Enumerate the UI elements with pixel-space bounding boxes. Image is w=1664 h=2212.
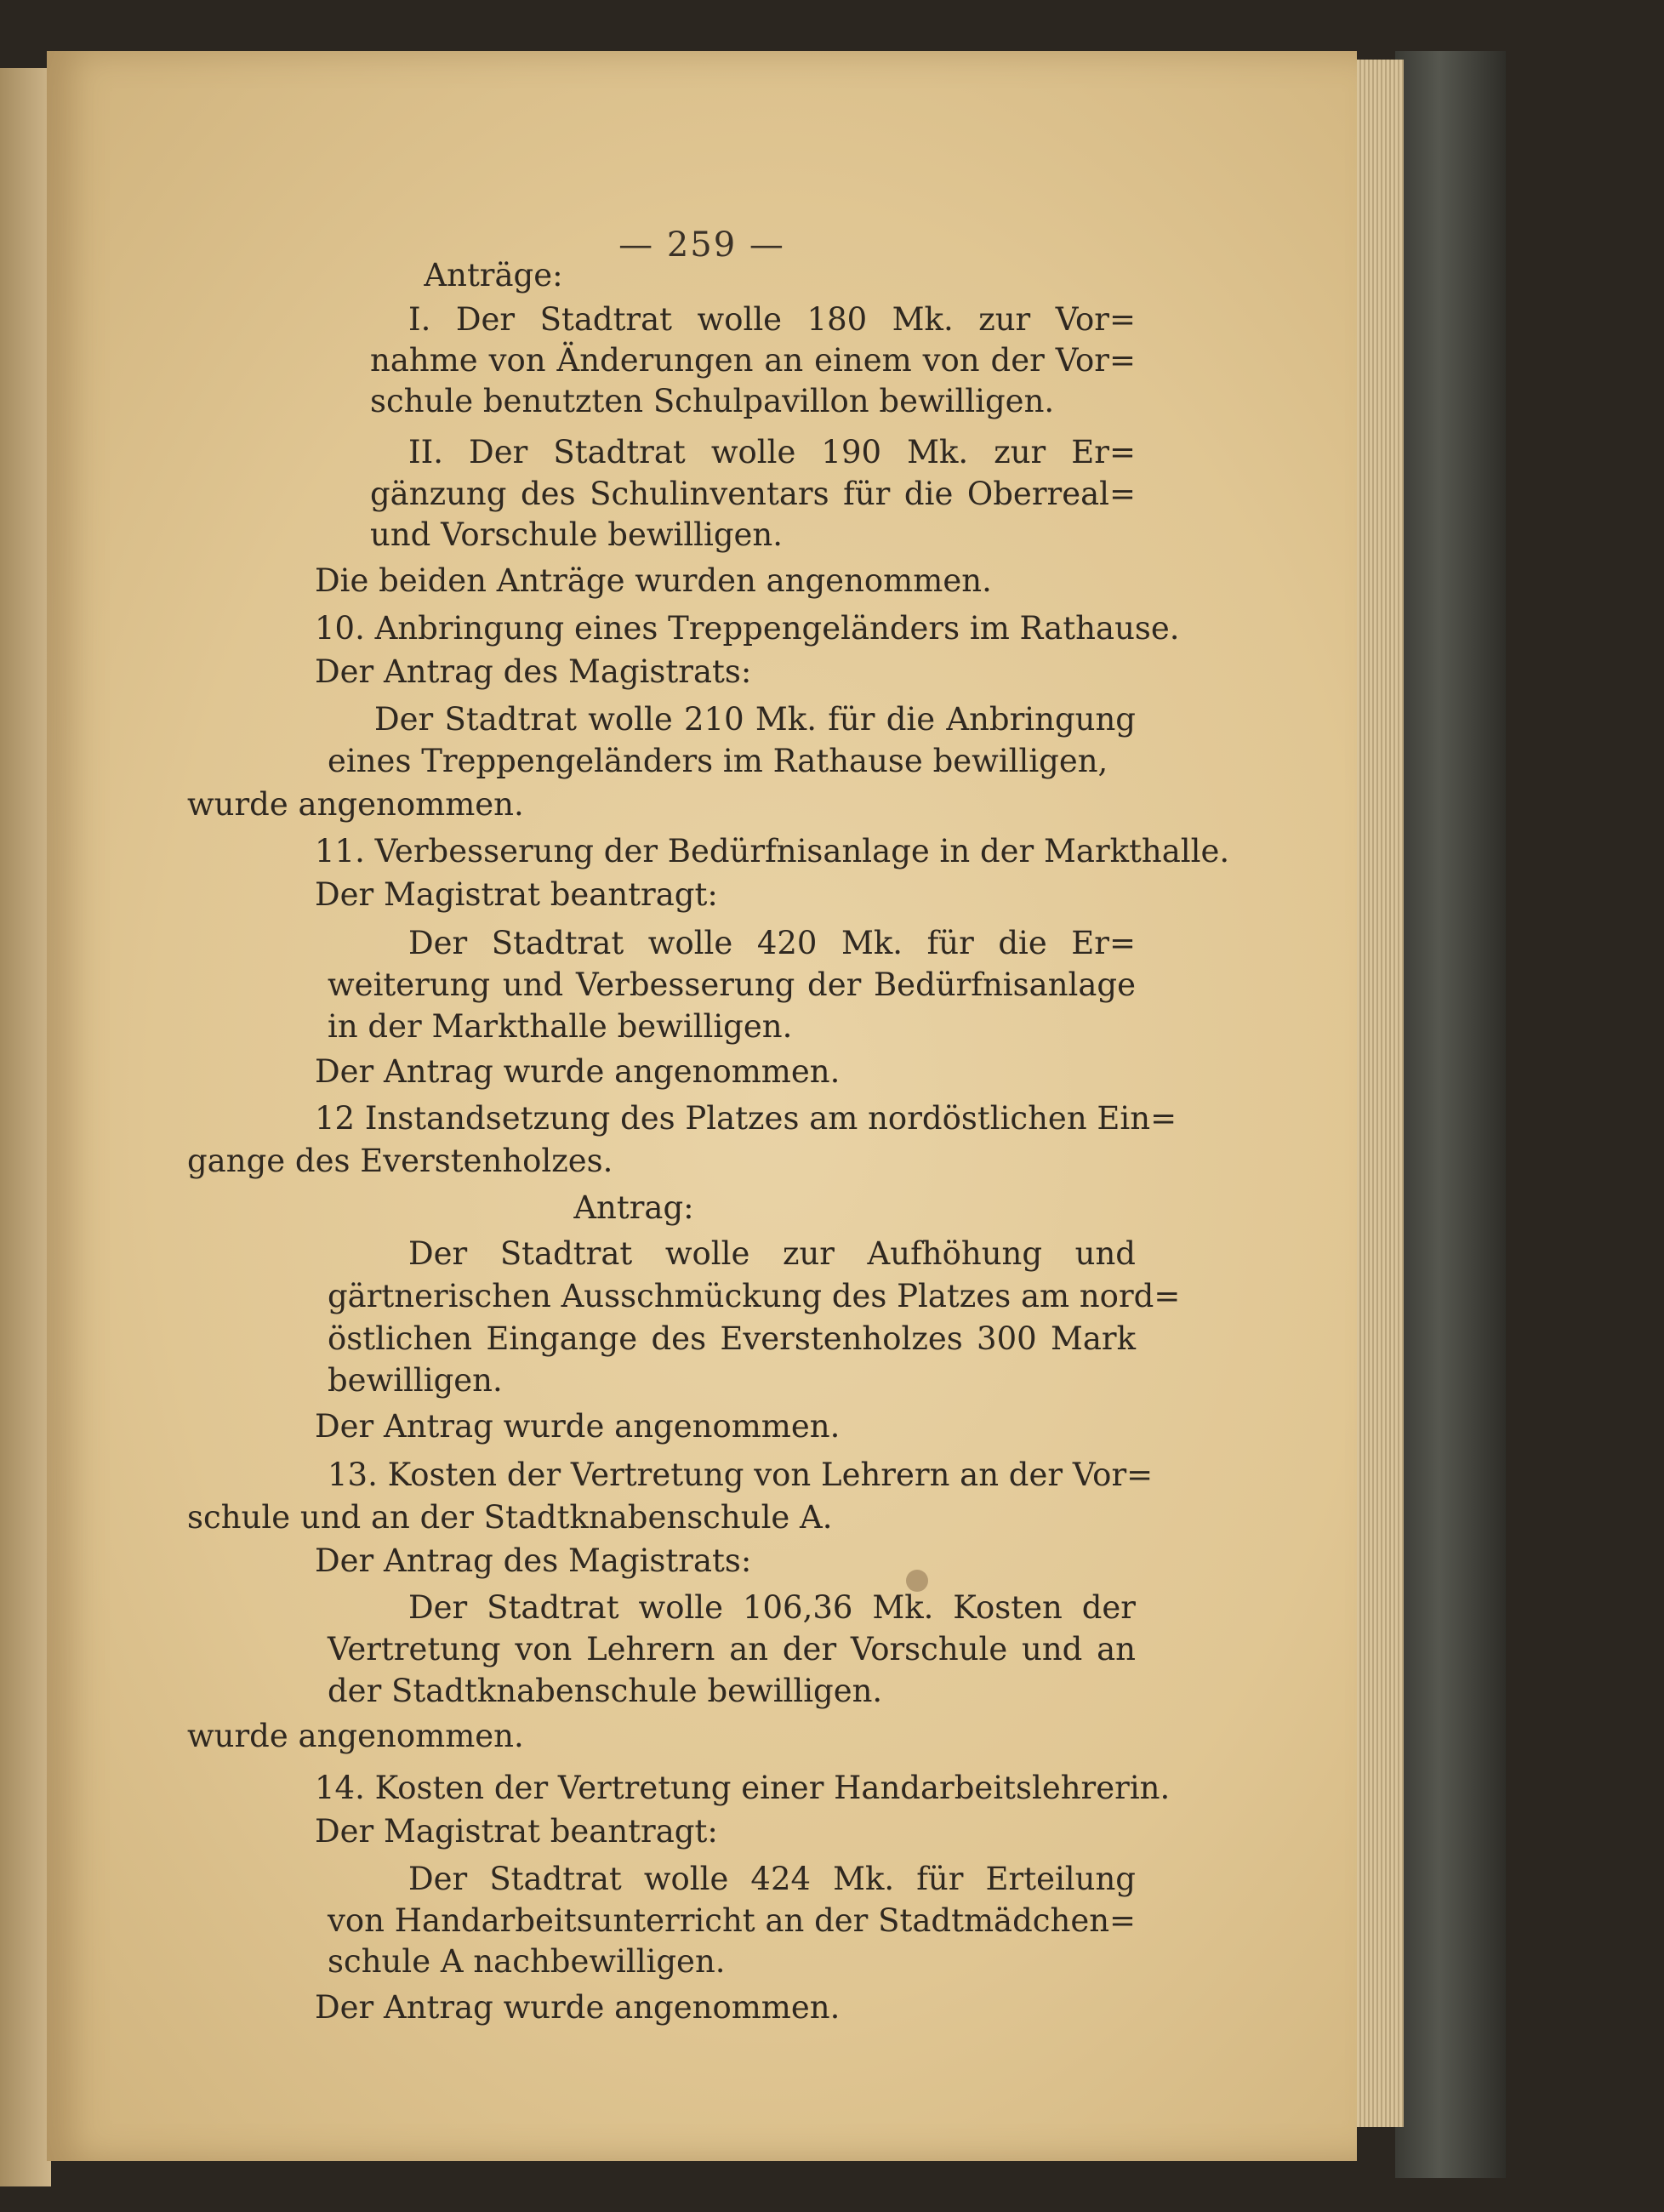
text-line: und Vorschule bewilligen. xyxy=(370,516,784,553)
text-line: von Handarbeitsunterricht an der Stadtmädchen= xyxy=(328,1902,1137,1939)
text-line: der Stadtknabenschule bewilligen. xyxy=(328,1673,883,1709)
text-line: schule und an der Stadtknabenschule A. xyxy=(187,1499,833,1536)
text-line: Der Stadtrat wolle 210 Mk. für die Anbringung xyxy=(374,701,1136,738)
page-text xyxy=(47,51,1357,2161)
book-page xyxy=(47,51,1357,2161)
text-line: 11. Verbesserung der Bedürfnisanlage in der Markthalle. xyxy=(315,833,1230,869)
text-line: 10. Anbringung eines Treppengeländers im Rathause. xyxy=(315,610,1180,647)
text-line: schule A nachbewilligen. xyxy=(328,1943,726,1980)
text-line: gärtnerischen Ausschmückung des Platzes am nord= xyxy=(328,1278,1181,1314)
text-line: gange des Everstenholzes. xyxy=(187,1143,613,1179)
text-line: Der Magistrat beantragt: xyxy=(315,876,718,913)
text-line: eines Treppengeländers im Rathause bewilligen, xyxy=(328,743,1108,779)
text-line: Antrag: xyxy=(573,1189,694,1226)
page-edges xyxy=(1353,60,1404,2127)
text-line: Vertretung von Lehrern an der Vorschule und an xyxy=(328,1631,1136,1668)
text-line: Der Antrag des Magistrats: xyxy=(315,1542,752,1579)
page-number: — 259 — xyxy=(618,225,785,265)
facing-page-edge xyxy=(0,68,51,2186)
text-line: Der Antrag wurde angenommen. xyxy=(315,1408,841,1445)
text-line: Der Antrag des Magistrats: xyxy=(315,653,752,690)
text-line: schule benutzten Schulpavillon bewilligen. xyxy=(370,383,1055,419)
text-line: I. Der Stadtrat wolle 180 Mk. zur Vor= xyxy=(408,301,1136,338)
text-line: bewilligen. xyxy=(328,1362,503,1399)
text-line: wurde angenommen. xyxy=(187,1718,524,1754)
text-line: nahme von Änderungen an einem von der Vor= xyxy=(370,342,1136,379)
text-line: Der Stadtrat wolle zur Aufhöhung und xyxy=(408,1235,1136,1272)
text-line: 13. Kosten der Vertretung von Lehrern an der Vor= xyxy=(328,1457,1154,1493)
text-line: in der Markthalle bewilligen. xyxy=(328,1008,793,1045)
text-line: gänzung des Schulinventars für die Oberreal= xyxy=(370,476,1136,512)
text-line: Der Magistrat beantragt: xyxy=(315,1813,718,1850)
text-line: Der Stadtrat wolle 424 Mk. für Erteilung xyxy=(408,1861,1136,1897)
text-line: Der Antrag wurde angenommen. xyxy=(315,1989,841,2026)
book-cover xyxy=(1395,51,1506,2178)
text-line: Anträge: xyxy=(424,257,563,294)
text-line: 14. Kosten der Vertretung einer Handarbeitslehrerin. xyxy=(315,1770,1171,1806)
text-line: wurde angenommen. xyxy=(187,786,524,823)
text-line: östlichen Eingange des Everstenholzes 300 Mark xyxy=(328,1320,1136,1357)
text-line: Der Stadtrat wolle 106,36 Mk. Kosten der xyxy=(408,1589,1136,1626)
text-line: 12 Instandsetzung des Platzes am nordöstlichen Ein= xyxy=(315,1100,1177,1137)
text-line: Der Antrag wurde angenommen. xyxy=(315,1053,841,1090)
text-line: II. Der Stadtrat wolle 190 Mk. zur Er= xyxy=(408,434,1136,470)
text-line: Der Stadtrat wolle 420 Mk. für die Er= xyxy=(408,925,1136,961)
text-line: weiterung und Verbesserung der Bedürfnisanlage xyxy=(328,966,1136,1003)
text-line: Die beiden Anträge wurden angenommen. xyxy=(315,562,992,599)
